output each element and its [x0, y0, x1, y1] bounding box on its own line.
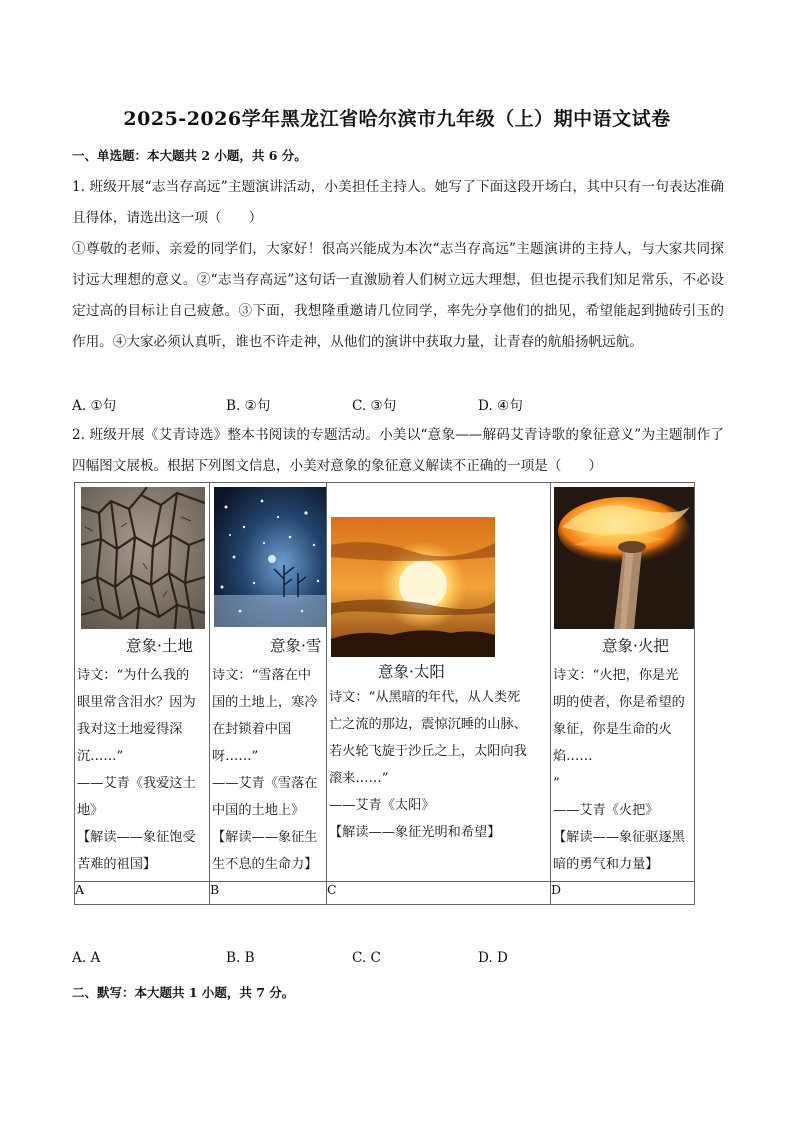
snow-night-image — [214, 487, 326, 627]
poem-sun: 诗文：“从黑暗的年代，从人类死 亡之流的那边，震惊沉睡的山脉、 若火轮飞旋于沙丘之上，太阳向我 滚来……” ——艾青《太阳》 【解读——象征光明和希望】 — [329, 690, 527, 840]
caption-snow: 意象·雪 — [270, 637, 322, 655]
option-b[interactable]: B. B — [226, 950, 255, 966]
poem-torch: 诗文：“火把，你是光 明的使者，你是希望的 象征，你是生命的火 焰…… ” ——艾青《火把》 【解读——象征驱逐黑 暗的勇气和力量】 — [553, 668, 685, 872]
board-label-a: A — [75, 882, 210, 905]
board-snow — [210, 483, 326, 881]
page-title: 2025-2026学年黑龙江省哈尔滨市九年级（上）期中语文试卷 — [123, 108, 671, 130]
board-label-c: C — [327, 882, 551, 905]
caption-sun: 意象·太阳 — [378, 663, 445, 681]
option-c[interactable]: C. C — [352, 950, 381, 966]
cracked-earth-image — [81, 487, 205, 629]
option-c[interactable]: C. ③句 — [352, 398, 397, 414]
question-2-stem: 2. 班级开展《艾青诗选》整本书阅读的专题活动。小美以“意象——解码艾青诗歌的象征意义”为主题制作了四幅图文展板。根据下列图文信息，小美对意象的象征意义解读不正确的一项是（ ） — [72, 427, 724, 474]
board-label-d: D — [551, 882, 695, 905]
poem-snow: 诗文：“雪落在中 国的土地上，寒冷 在封锁着中国 呀……” ——艾青《雪落在 中国的土地上》 【解读——象征生 生不息的生命力】 — [212, 668, 318, 872]
section-heading-single-choice: 一、单选题：本大题共 2 小题，共 6 分。 — [72, 148, 307, 163]
board-torch — [551, 483, 694, 881]
image-boards-table — [74, 482, 695, 905]
board-sun — [327, 483, 550, 881]
board-earth — [75, 483, 209, 881]
section-heading-dictation: 二、默写：本大题共 1 小题，共 7 分。 — [72, 985, 295, 1000]
option-a[interactable]: A. A — [72, 950, 101, 966]
sunset-image — [331, 517, 495, 657]
caption-earth: 意象·土地 — [126, 637, 193, 655]
option-a[interactable]: A. ①句 — [72, 398, 117, 414]
question-1-stem: 1. 班级开展“志当存高远”主题演讲活动，小美担任主持人。她写了下面这段开场白，其中只有一句表达准确且得体，请选出这一项（ ） — [72, 179, 724, 226]
option-d[interactable]: D. D — [478, 950, 508, 966]
option-b[interactable]: B. ②句 — [226, 398, 271, 414]
question-1-passage: ①尊敬的老师、亲爱的同学们，大家好！很高兴能成为本次“志当存高远”主题演讲的主持人，与大家共同探讨远大理想的意义。②“志当存高远”这句话一直激励着人们树立远大理想，但也提示我们知足常乐，不必设定过高的目标让自己疲惫。③下面，我想隆重邀请几位同学，率先分享他们的拙见，希望能起到抛砖引玉的作用。④大家必须认真听，谁也不许走神，从他们的演讲中获取力量，让青春的航船扬帆远航。 — [72, 241, 724, 350]
caption-torch: 意象·火把 — [602, 637, 669, 655]
option-d[interactable]: D. ④句 — [478, 398, 523, 414]
poem-earth: 诗文：“为什么我的 眼里常含泪水？因为 我对这土地爱得深 沉……” ——艾青《我爱这土 地》 【解读——象征饱受 苦难的祖国】 — [77, 668, 196, 872]
board-label-b: B — [210, 882, 327, 905]
torch-image — [554, 487, 694, 629]
